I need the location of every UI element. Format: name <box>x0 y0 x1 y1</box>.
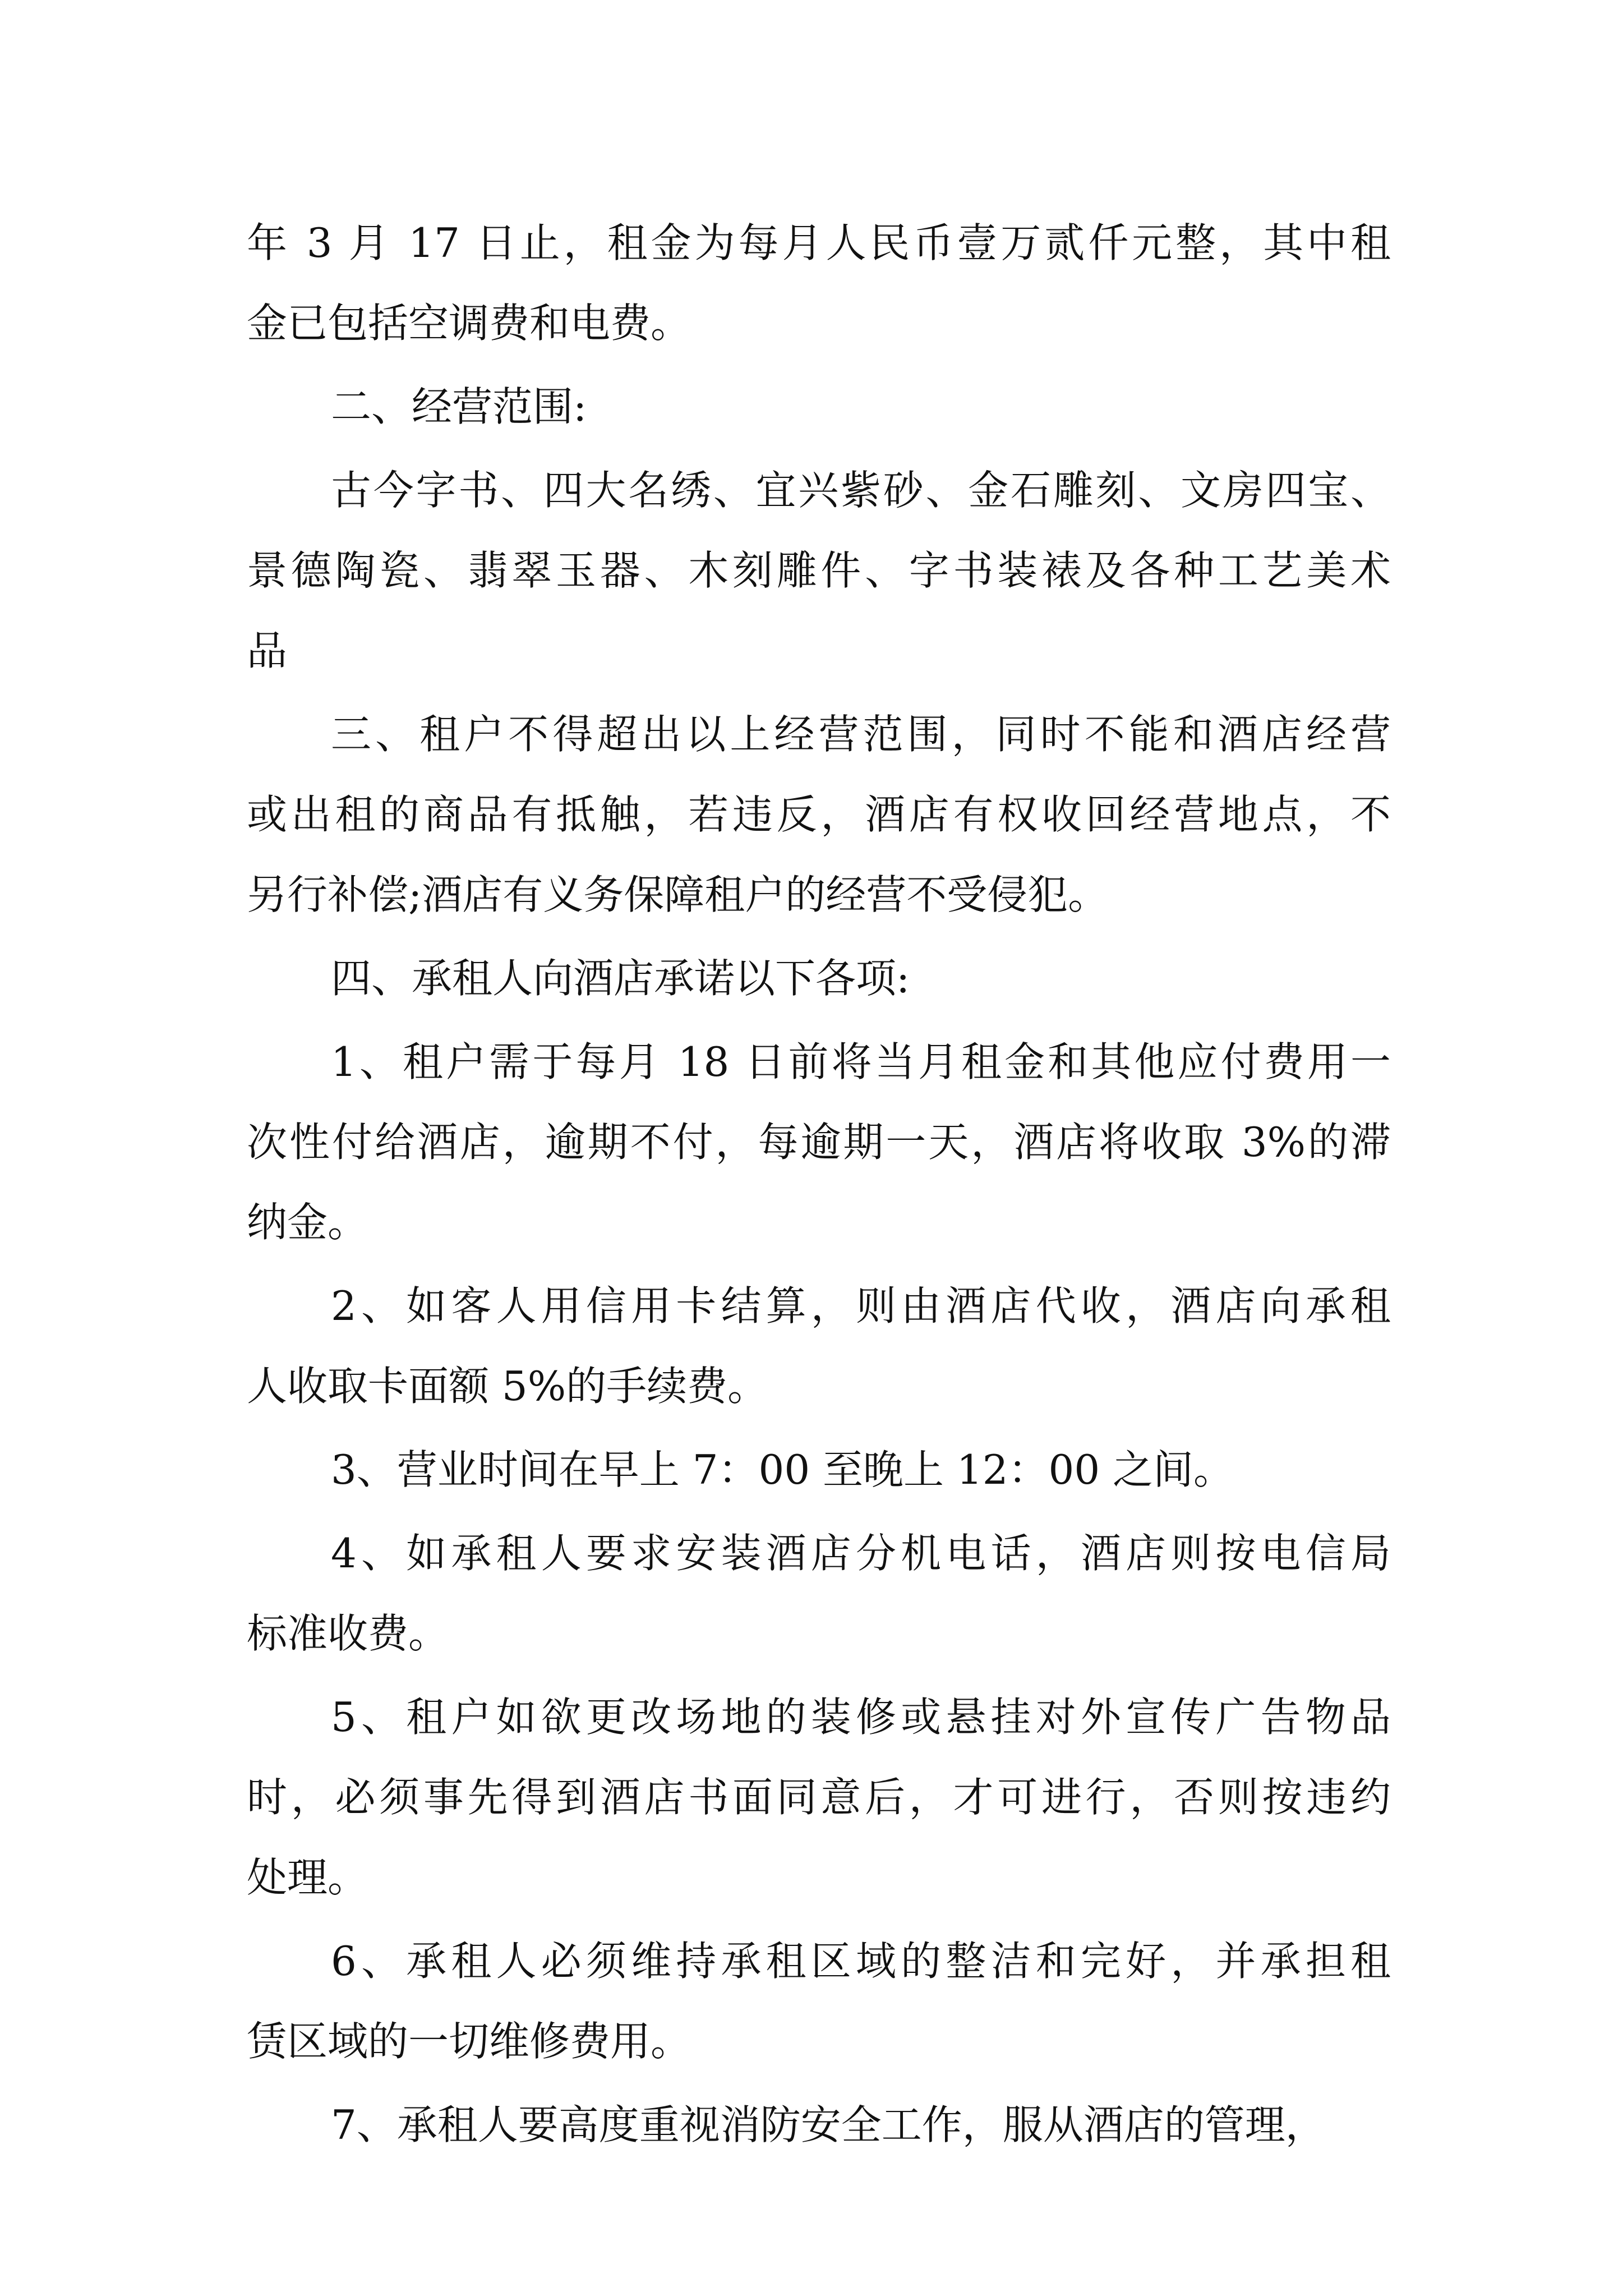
text-line: 标准收费。 <box>247 1610 449 1657</box>
text-line: 年 3 月 17 日止，租金为每月人民币壹万贰仟元整，其中租 <box>247 219 1391 266</box>
paragraph-business-scope <box>247 450 1391 691</box>
list-item-4 <box>247 1513 1391 1674</box>
text-line: 5、租户如欲更改场地的装修或悬挂对外宣传广告物品 <box>331 1694 1391 1741</box>
text-line: 纳金。 <box>247 1199 368 1246</box>
text-line: 次性付给酒店，逾期不付，每逾期一天，酒店将收取 3%的滞 <box>247 1119 1391 1166</box>
text-line: 景德陶瓷、翡翠玉器、木刻雕件、字书装裱及各种工艺美术 <box>247 547 1391 594</box>
section-heading-tenant-commitments <box>247 938 1391 1019</box>
text-line: 四、承租人向酒店承诺以下各项: <box>331 955 910 1002</box>
text-line: 4、如承租人要求安装酒店分机电话，酒店则按电信局 <box>331 1530 1391 1577</box>
text-line: 处理。 <box>247 1854 368 1901</box>
text-line: 二、经营范围: <box>331 383 587 430</box>
text-line: 古今字书、四大名绣、宜兴紫砂、金石雕刻、文房四宝、 <box>331 467 1391 514</box>
paragraph-rent-term <box>247 203 1391 364</box>
text-line: 另行补偿;酒店有义务保障租户的经营不受侵犯。 <box>247 871 1109 918</box>
list-item-6 <box>247 1921 1391 2082</box>
text-line: 三、租户不得超出以上经营范围，同时不能和酒店经营 <box>331 711 1391 758</box>
list-item-7 <box>247 2085 1391 2165</box>
text-line: 时，必须事先得到酒店书面同意后，才可进行，否则按违约 <box>247 1774 1391 1821</box>
paragraph-section-3 <box>247 694 1391 935</box>
section-heading-business-scope <box>247 367 1391 447</box>
document-body <box>247 203 1391 2165</box>
text-line: 赁区域的一切维修费用。 <box>247 2018 691 2065</box>
text-line: 3、营业时间在早上 7：00 至晚上 12：00 之间。 <box>331 1446 1234 1493</box>
text-line: 1、租户需于每月 18 日前将当月租金和其他应付费用一 <box>331 1038 1391 1085</box>
text-line: 2、如客人用信用卡结算，则由酒店代收，酒店向承租 <box>331 1282 1391 1329</box>
list-item-5 <box>247 1677 1391 1918</box>
text-line: 人收取卡面额 5%的手续费。 <box>247 1363 768 1410</box>
text-line: 7、承租人要高度重视消防安全工作，服从酒店的管理， <box>331 2101 1326 2148</box>
text-line: 或出租的商品有抵触，若违反，酒店有权收回经营地点，不 <box>247 791 1391 838</box>
list-item-2 <box>247 1266 1391 1427</box>
text-line: 6、承租人必须维持承租区域的整洁和完好，并承担租 <box>331 1938 1391 1985</box>
list-item-1 <box>247 1022 1391 1263</box>
text-line: 品 <box>247 627 288 674</box>
text-line: 金已包括空调费和电费。 <box>247 300 691 347</box>
list-item-3 <box>247 1430 1391 1510</box>
